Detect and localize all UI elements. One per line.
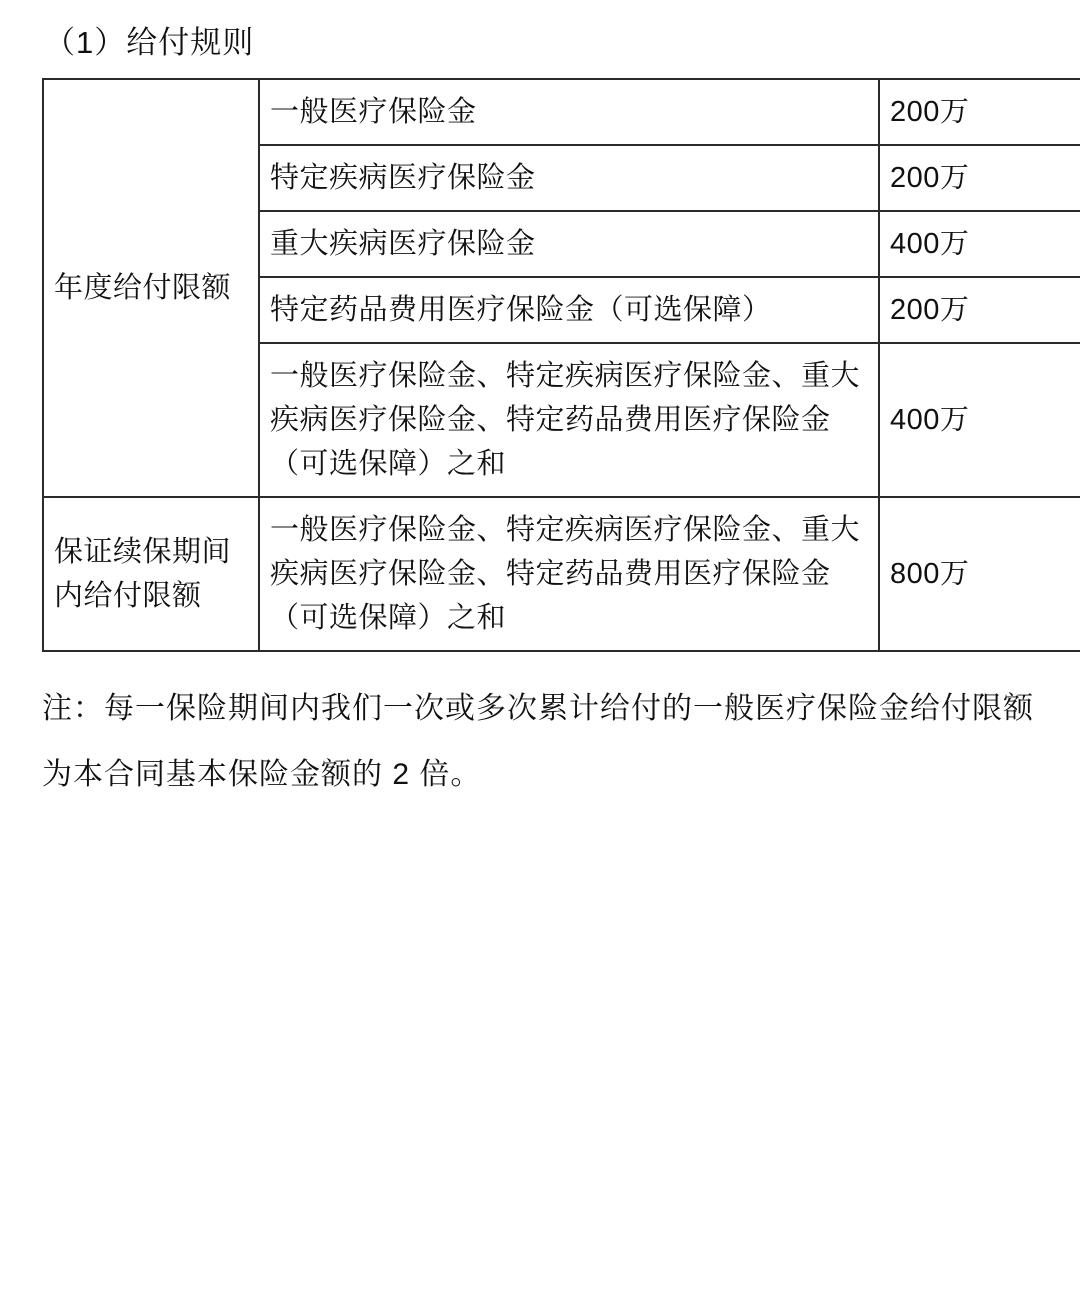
row-item: 特定疾病医疗保险金 — [259, 145, 879, 211]
row-amount: 200万 — [879, 79, 1080, 145]
row-item: 重大疾病医疗保险金 — [259, 211, 879, 277]
row-item: 一般医疗保险金 — [259, 79, 879, 145]
table-row — [43, 79, 1080, 145]
benefit-rules-table — [42, 78, 1080, 652]
row-amount: 200万 — [879, 145, 1080, 211]
row-category-annual-limit: 年度给付限额 — [43, 79, 259, 497]
row-amount: 800万 — [879, 497, 1080, 651]
row-item: 一般医疗保险金、特定疾病医疗保险金、重大疾病医疗保险金、特定药品费用医疗保险金（可选保障）之和 — [259, 343, 879, 497]
row-item: 特定药品费用医疗保险金（可选保障） — [259, 277, 879, 343]
row-category-renewal-limit: 保证续保期间内给付限额 — [43, 497, 259, 651]
row-amount: 400万 — [879, 343, 1080, 497]
row-item: 一般医疗保险金、特定疾病医疗保险金、重大疾病医疗保险金、特定药品费用医疗保险金（可选保障）之和 — [259, 497, 879, 651]
page-title: （1）给付规则 — [44, 25, 255, 60]
table-row — [43, 497, 1080, 651]
row-amount: 400万 — [879, 211, 1080, 277]
row-amount: 200万 — [879, 277, 1080, 343]
table-note: 注：每一保险期间内我们一次或多次累计给付的一般医疗保险金给付限额为本合同基本保险金额的 2 倍。 — [42, 692, 1034, 791]
